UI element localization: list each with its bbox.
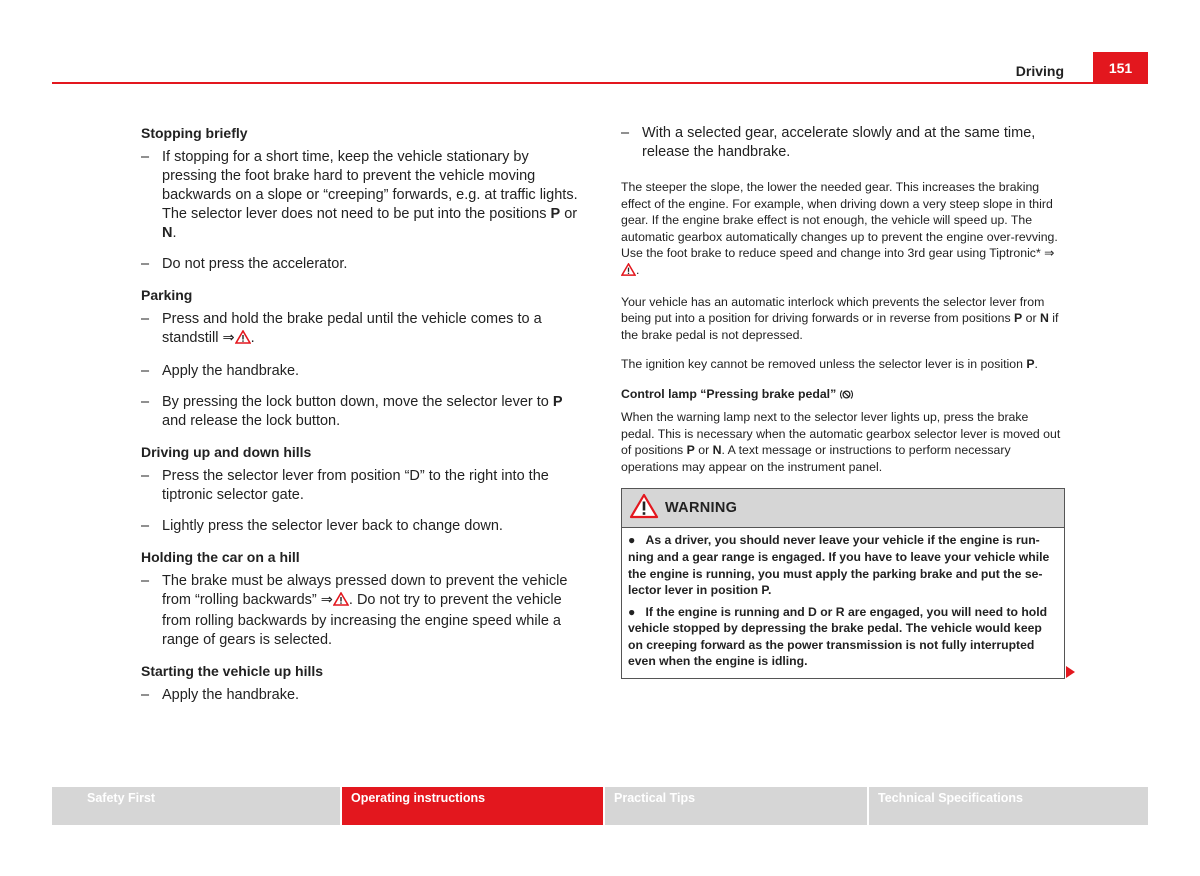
warning-triangle-icon[interactable] bbox=[621, 263, 636, 281]
tab-practical-tips[interactable]: Practical Tips bbox=[605, 787, 867, 825]
header-rule bbox=[52, 82, 1148, 84]
paragraph-slope: The steeper the slope, the lower the needed gear. This increases the braking effect of the engine. For example, when driving down a very steep slope in third gear. If the engine brake effect is not enough, the vehicle will speed up. The automatic gearbox automatically changes up to prevent the engine over-revving. Use the foot brake to reduce speed and change into 3rd gear using Tiptronic* ⇒. bbox=[621, 179, 1065, 281]
list-item: – Apply the handbrake. bbox=[141, 687, 300, 703]
tab-safety-first[interactable]: Safety First bbox=[52, 787, 340, 825]
footer-nav bbox=[52, 787, 1148, 825]
paragraph-warning-lamp: When the warning lamp next to the selector lever lights up, press the brake pedal. This is necessary when the automatic gearbox selector lever is moved out of positions P or N. A text message or instructions to perform necessary operations may appear on the instrument panel. bbox=[621, 409, 1061, 474]
paragraph-ignition-key: The ignition key cannot be removed unless the selector lever is in position P. bbox=[621, 357, 1038, 372]
list-item: – By pressing the lock button down, move the selector lever to P and release the lock button. bbox=[141, 394, 563, 429]
heading-holding-car: Holding the car on a hill bbox=[141, 549, 300, 565]
brake-lamp-icon bbox=[840, 388, 853, 404]
heading-parking: Parking bbox=[141, 287, 193, 303]
page-number: 151 bbox=[1093, 52, 1148, 84]
warning-title: WARNING bbox=[665, 500, 738, 517]
list-item: – If stopping for a short time, keep the vehicle stationary by pressing the foot brake hard to prevent the vehicle moving backwards on a slope or “creeping” forwards, e.g. at traffic lights. The selector lever does not need to be put into the positions P or N. bbox=[141, 149, 578, 241]
warning-header bbox=[622, 489, 1064, 528]
list-item: – With a selected gear, accelerate slowly and at the same time, release the handbrake. bbox=[621, 125, 1036, 160]
list-item: – Press and hold the brake pedal until the vehicle comes to a standstill ⇒ . bbox=[141, 310, 581, 350]
warning-triangle-icon[interactable] bbox=[235, 330, 251, 350]
left-column bbox=[141, 124, 581, 717]
warning-triangle-icon bbox=[629, 493, 659, 524]
right-column bbox=[621, 124, 1065, 679]
heading-stopping-briefly: Stopping briefly bbox=[141, 125, 248, 141]
list-item: – Lightly press the selector lever back to change down. bbox=[141, 518, 503, 534]
heading-control-lamp: Control lamp “Pressing brake pedal” bbox=[621, 386, 1065, 404]
warning-item: ● As a driver, you should never leave your vehicle if the engine is running and a gear range is engaged. If you have to leave your vehicle while the engine is running, you must apply the parking brake and put the selector lever in position P. bbox=[628, 533, 1050, 598]
list-item: – The brake must be always pressed down to prevent the vehicle from “rolling backwards” ⇒ . Do not try to prevent the vehicle from rolling backwards by increasing the engine speed while a range of gears is selected. bbox=[141, 573, 568, 648]
continue-arrow-icon[interactable] bbox=[1066, 666, 1075, 678]
tab-operating-instructions[interactable]: Operating instructions bbox=[342, 787, 603, 825]
warning-body bbox=[622, 528, 1064, 678]
heading-starting-hills: Starting the vehicle up hills bbox=[141, 663, 324, 679]
list-item: – Do not press the accelerator. bbox=[141, 256, 348, 272]
paragraph-interlock: Your vehicle has an automatic interlock which prevents the selector lever from being put into a position for driving forwards or in reverse from positions P or N if the brake pedal is not depressed. bbox=[621, 294, 1059, 342]
list-item: – Press the selector lever from position “D” to the right into the tiptronic selector gate. bbox=[141, 468, 549, 503]
warning-item: ● If the engine is running and D or R are engaged, you will need to hold vehicle stopped by depressing the brake pedal. The vehicle would keep on creeping forward as the power transmission is not fully interrupted even when the engine is idling. bbox=[628, 604, 1048, 669]
warning-box bbox=[621, 488, 1065, 679]
heading-driving-hills: Driving up and down hills bbox=[141, 444, 312, 460]
list-item: – Apply the handbrake. bbox=[141, 363, 300, 379]
section-title: Driving bbox=[1015, 63, 1064, 79]
tab-technical-specifications[interactable]: Technical Specifications bbox=[869, 787, 1148, 825]
warning-triangle-icon[interactable] bbox=[333, 592, 349, 612]
